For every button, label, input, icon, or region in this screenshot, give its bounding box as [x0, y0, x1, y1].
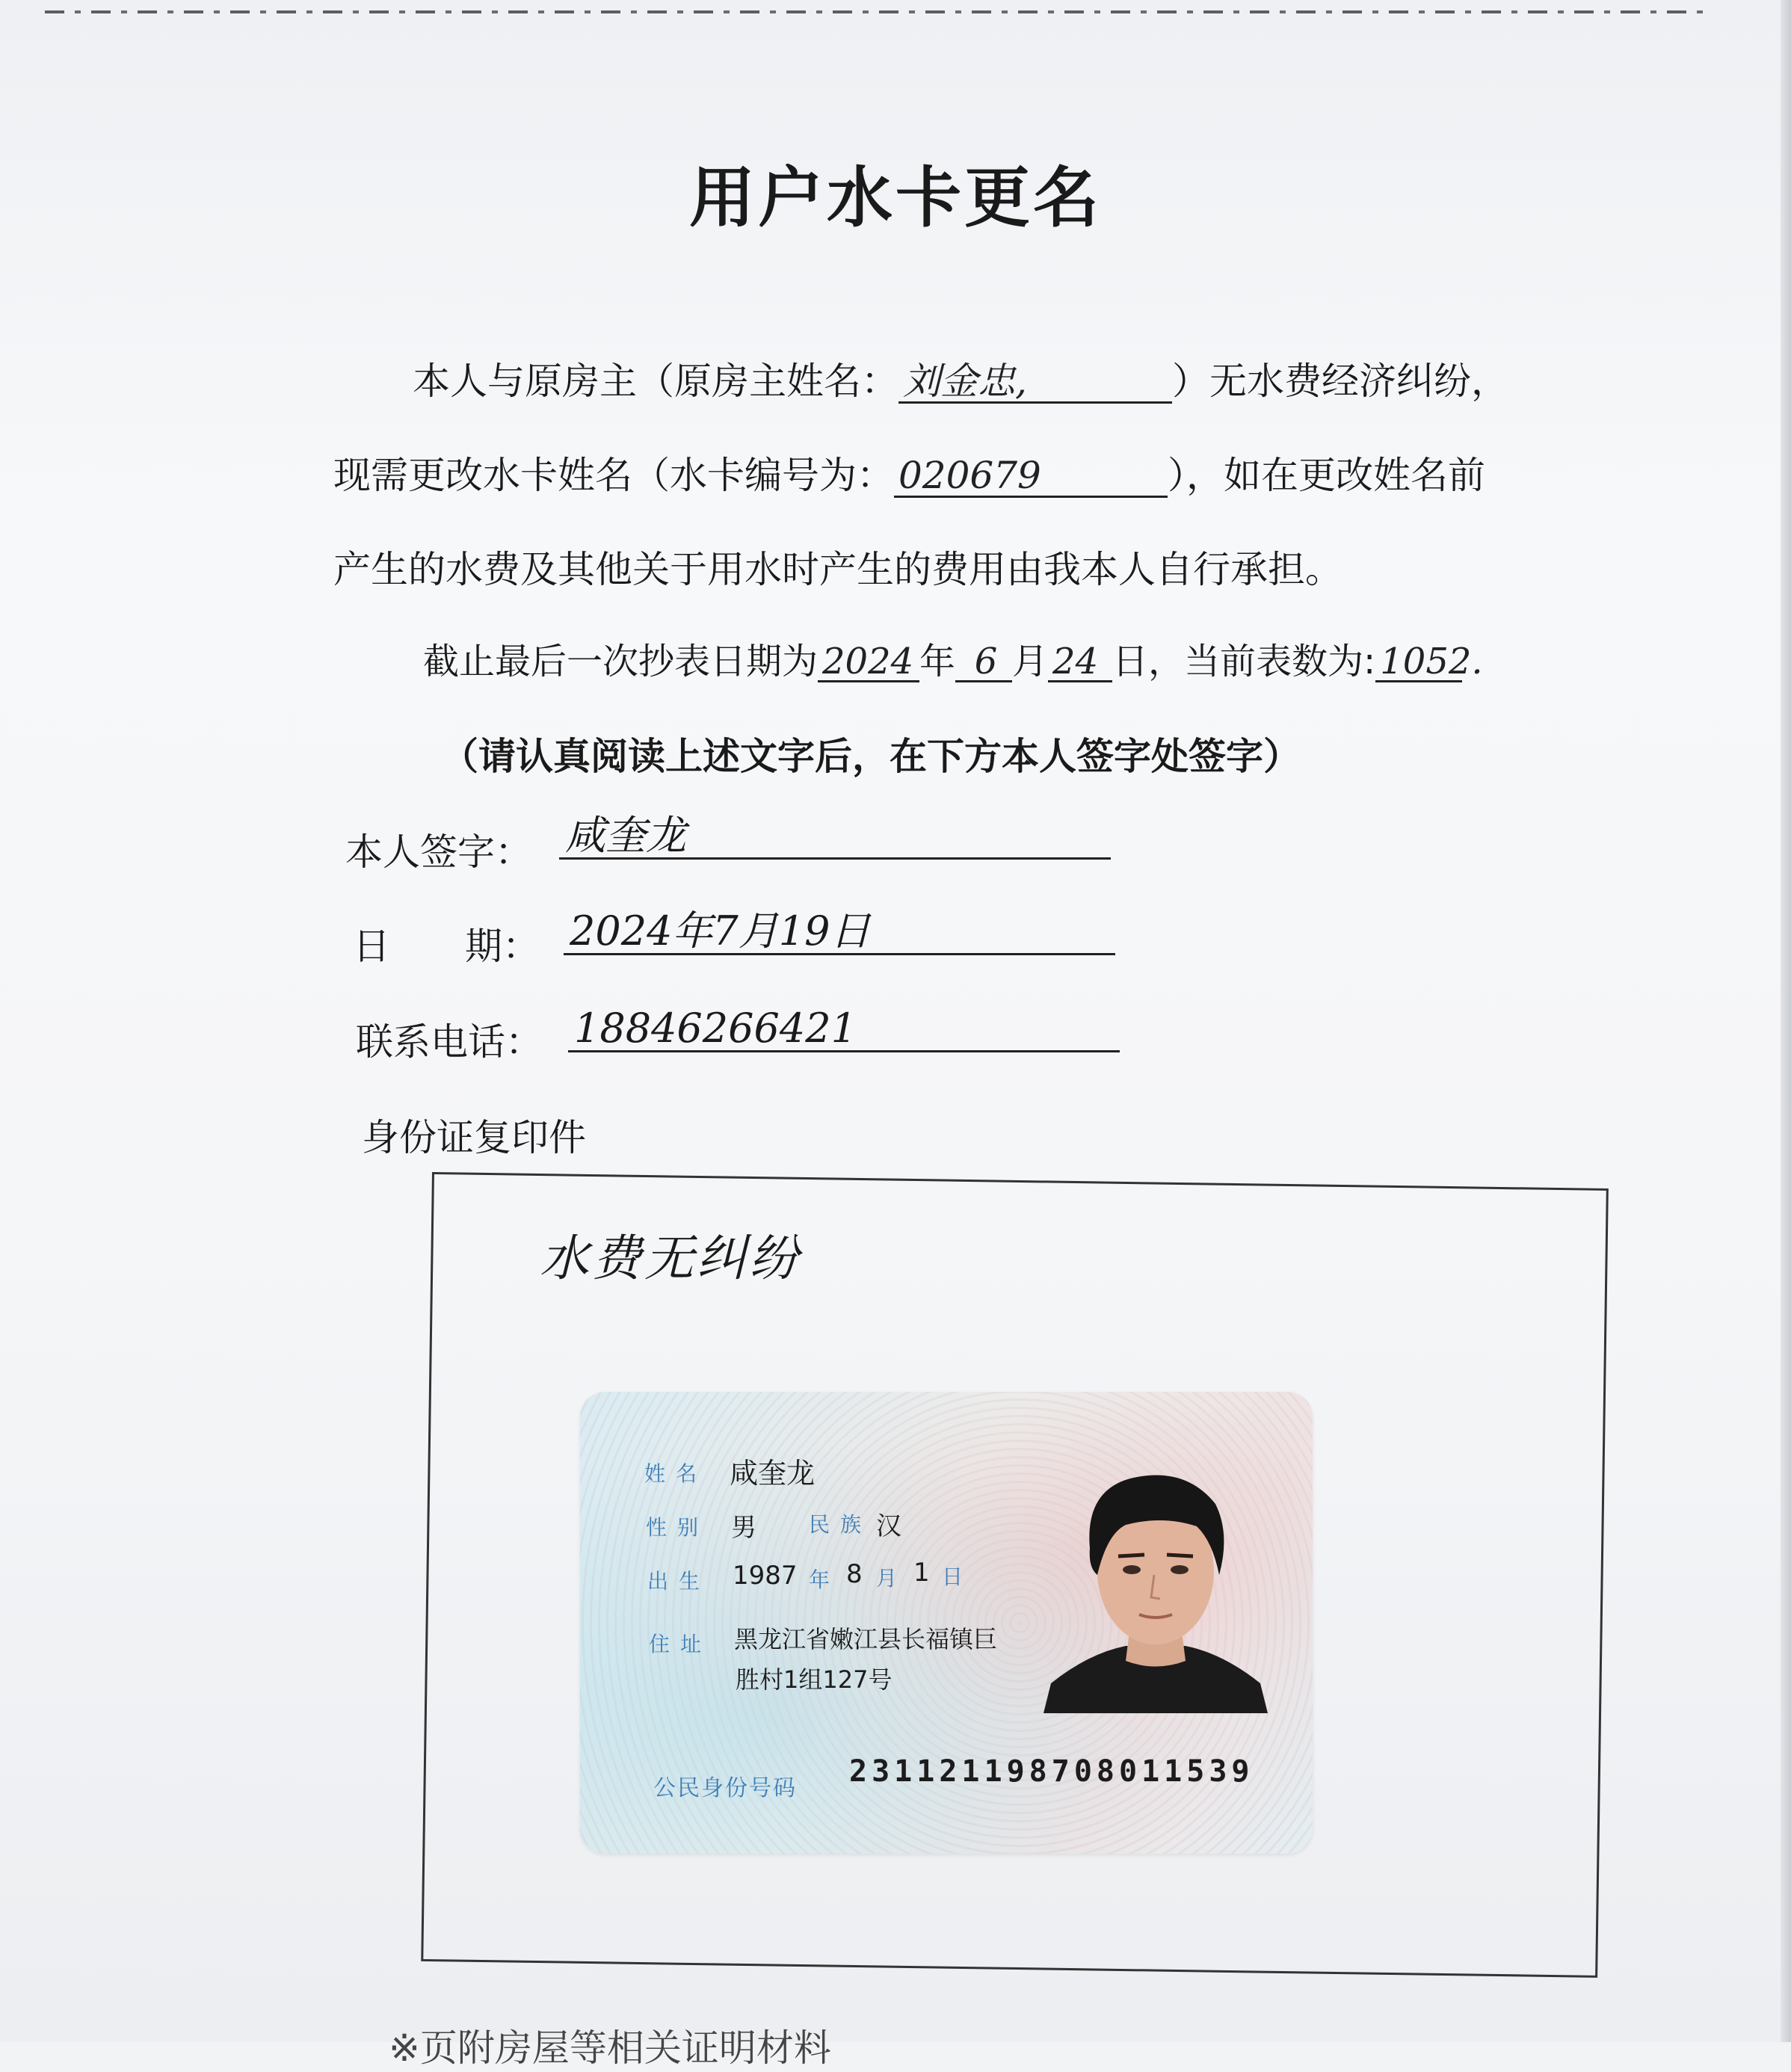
id-address-line2: 胜村1组127号 — [736, 1665, 893, 1694]
id-birth-day-char: 日 — [942, 1564, 964, 1589]
id-number-label: 公民身份号码 — [653, 1775, 797, 1801]
page-edge-shadow — [1781, 0, 1791, 2042]
water-card-number: 020679 — [894, 456, 1168, 498]
reading-year: 2024 — [818, 643, 919, 682]
id-name-label: 姓名 — [644, 1461, 708, 1486]
id-sex-value: 男 — [731, 1513, 756, 1543]
signing-notice: （请认真阅读上述文字后，在下方本人签字处签字） — [441, 735, 1301, 778]
signature-label: 本人签字： — [345, 830, 532, 874]
statement-text: 截止最后一次抄表日期为 — [423, 641, 819, 682]
statement-text: 本人与原房主（原房主姓名： — [413, 360, 898, 403]
id-ethnicity-label: 民族 — [809, 1512, 872, 1537]
id-birth-month: 8 — [846, 1559, 863, 1589]
statement-line-3: 产生的水费及其他关于用水时产生的费用由我本人自行承担。 — [333, 548, 1343, 591]
statement-text: 月 — [1012, 641, 1049, 682]
top-dashed-edge — [45, 10, 1704, 13]
id-birth-label: 出生 — [647, 1569, 711, 1594]
id-name-value: 咸奎龙 — [730, 1457, 816, 1490]
handwritten-note: 水费无纠纷 — [540, 1230, 801, 1287]
id-section-label: 身份证复印件 — [362, 1116, 586, 1159]
id-address-line1: 黑龙江省嫩江县长福镇巨 — [734, 1625, 998, 1653]
id-number-value: 231121198708011539 — [849, 1754, 1254, 1789]
statement-text: 现需更改水卡姓名（水卡编号为： — [333, 454, 894, 497]
statement-line-1 — [413, 351, 1508, 405]
phone-value: 18846266421 — [568, 1006, 1120, 1052]
id-sex-label: 性别 — [646, 1515, 709, 1540]
id-birth-day: 1 — [913, 1558, 930, 1588]
id-ethnicity-value: 汉 — [876, 1511, 901, 1541]
phone-label: 联系电话： — [356, 1020, 543, 1064]
signature-value: 咸奎龙 — [559, 813, 1111, 860]
statement-text: ），如在更改姓名前 — [1168, 454, 1485, 497]
statement-line-4 — [423, 632, 1483, 684]
date-label: 日 期： — [353, 925, 540, 968]
original-owner-name: 刘金忠, — [898, 362, 1172, 404]
reading-month: 6 — [955, 643, 1012, 682]
id-birth-year-char: 年 — [809, 1567, 830, 1592]
reading-day: 24 — [1048, 643, 1112, 682]
id-card-copy — [580, 1392, 1313, 1854]
id-birth-year: 1987 — [733, 1561, 798, 1591]
id-address-label: 住址 — [649, 1632, 712, 1656]
statement-text: ）无水费经济纠纷， — [1172, 360, 1508, 403]
footer-partial-text: ※页附房屋等相关证明材料 — [389, 2026, 831, 2070]
date-value: 2024年7月19日 — [564, 909, 1115, 955]
document-title: 用户水卡更名 — [688, 159, 1102, 236]
id-birth-month-char: 月 — [876, 1566, 898, 1591]
statement-text: 年 — [919, 641, 956, 682]
id-portrait-photo — [1044, 1444, 1268, 1713]
meter-reading: 1052. — [1375, 643, 1462, 682]
statement-text: 日，当前表数为: — [1112, 641, 1376, 682]
statement-line-2 — [333, 445, 1485, 499]
